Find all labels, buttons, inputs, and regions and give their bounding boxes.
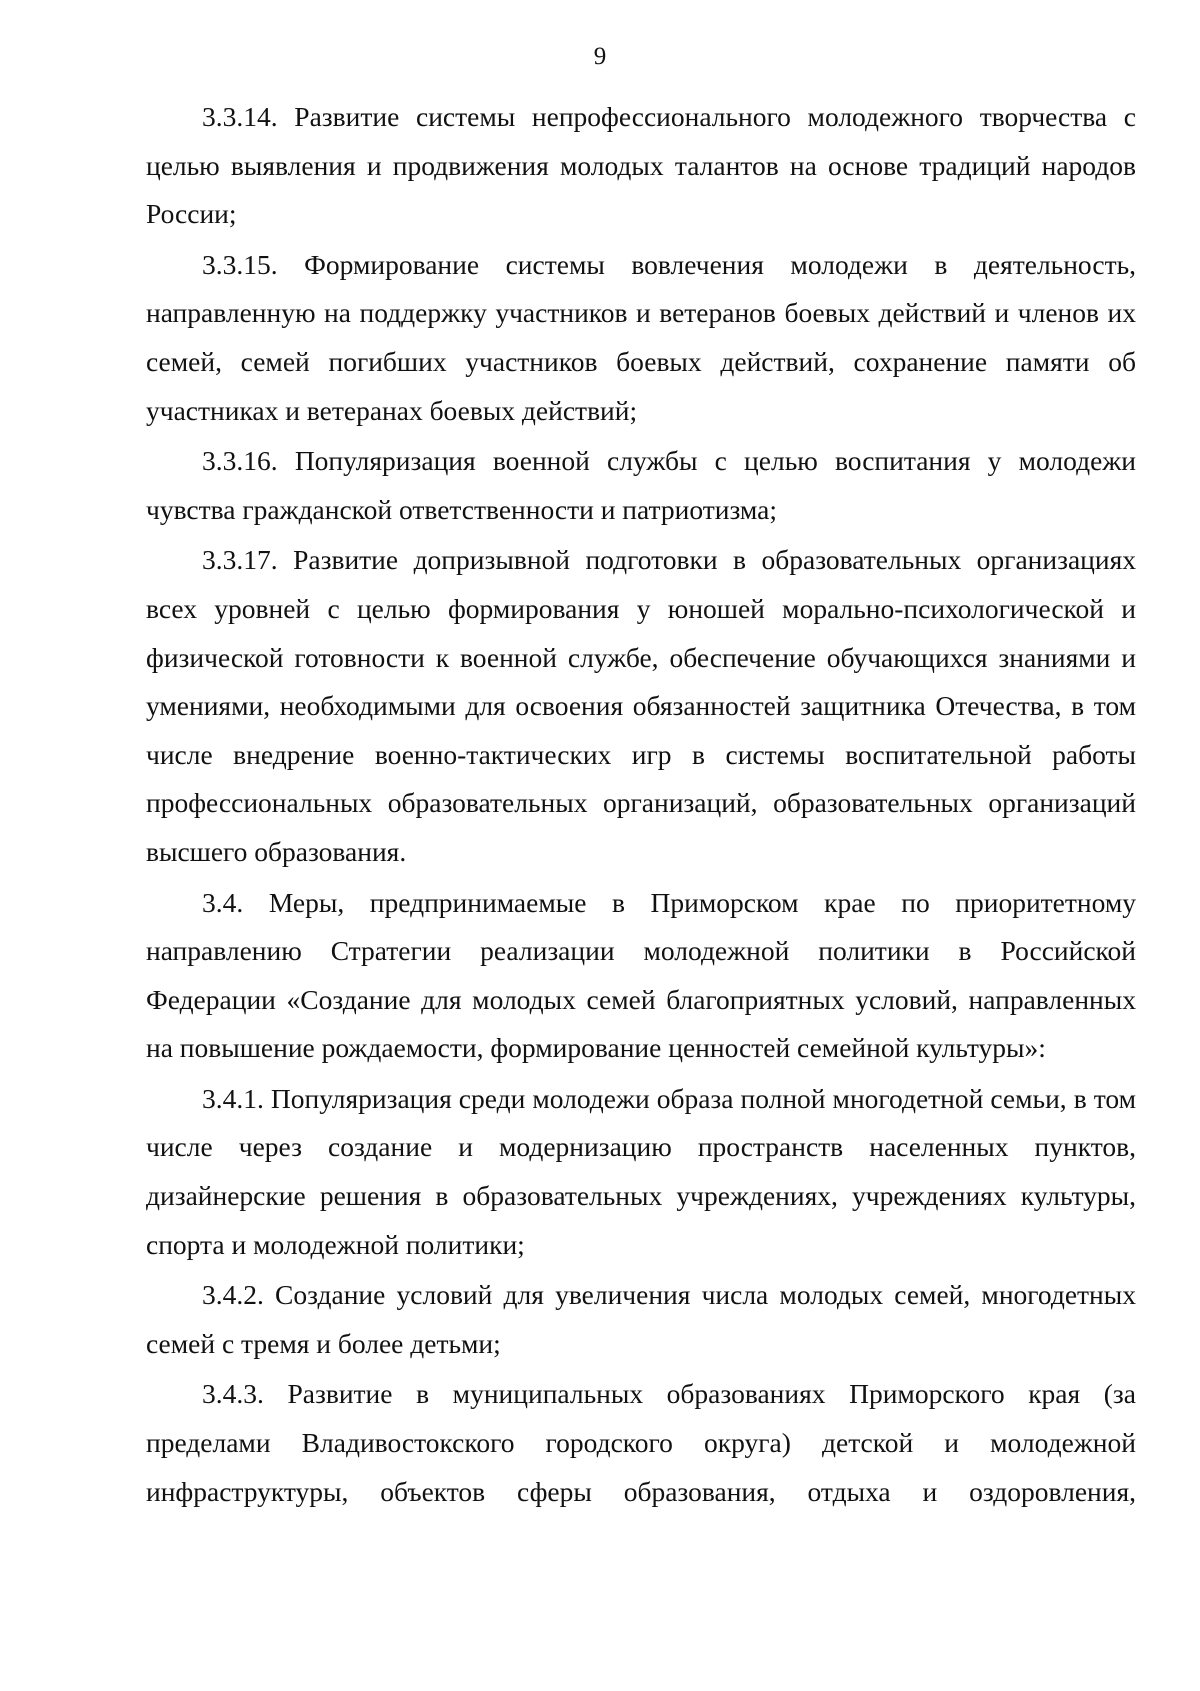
page-number: 9 (593, 43, 607, 70)
paragraph-3-3-14: 3.3.14. Развитие системы непрофессионального молодежного творчества с целью выявления и продвижения молодых талантов на основе традиций народов России; (146, 101, 1136, 230)
document-body (146, 93, 1136, 1518)
paragraph-3-3-15: 3.3.15. Формирование системы вовлечения молодежи в деятельность, направленную на поддержку участников и ветеранов боевых действий и членов их семей, семей погибших участников боевых действий, сохранение памяти об участниках и ветеранах боевых действий; (146, 248, 1136, 426)
paragraph-3-3-17: 3.3.17. Развитие допризывной подготовки в образовательных организациях всех уровней с целью формирования у юношей морально-психологической и физической готовности к военной службе, обеспечение обучающихся знаниями и умениями, необходимыми для освоения обязанностей защитника Отечества, в том числе внедрение военно-тактических игр в системы воспитательной работы профессиональных образовательных организаций, образовательных организаций высшего образования. (146, 544, 1136, 867)
paragraph-3-4-2: 3.4.2. Создание условий для увеличения числа молодых семей, многодетных семей с тремя и более детьми; (146, 1279, 1136, 1359)
paragraph-3-4-3: 3.4.3. Развитие в муниципальных образованиях Приморского края (за пределами Владивостокского городского округа) детской и молодежной инфраструктуры, объектов сферы образования, отдыха и оздоровления, (146, 1378, 1136, 1507)
paragraph-3-4: 3.4. Меры, предпринимаемые в Приморском крае по приоритетному направлению Стратегии реализации молодежной политики в Российской Федерации «Создание для молодых семей благоприятных условий, направленных на повышение рождаемости, формирование ценностей семейной культуры»: (146, 886, 1136, 1064)
paragraph-3-3-16: 3.3.16. Популяризация военной службы с целью воспитания у молодежи чувства гражданской ответственности и патриотизма; (146, 445, 1136, 525)
paragraph-3-4-1: 3.4.1. Популяризация среди молодежи образа полной многодетной семьи, в том числе через создание и модернизацию пространств населенных пунктов, дизайнерские решения в образовательных учреждениях, учреждениях культуры, спорта и молодежной политики; (146, 1082, 1136, 1260)
